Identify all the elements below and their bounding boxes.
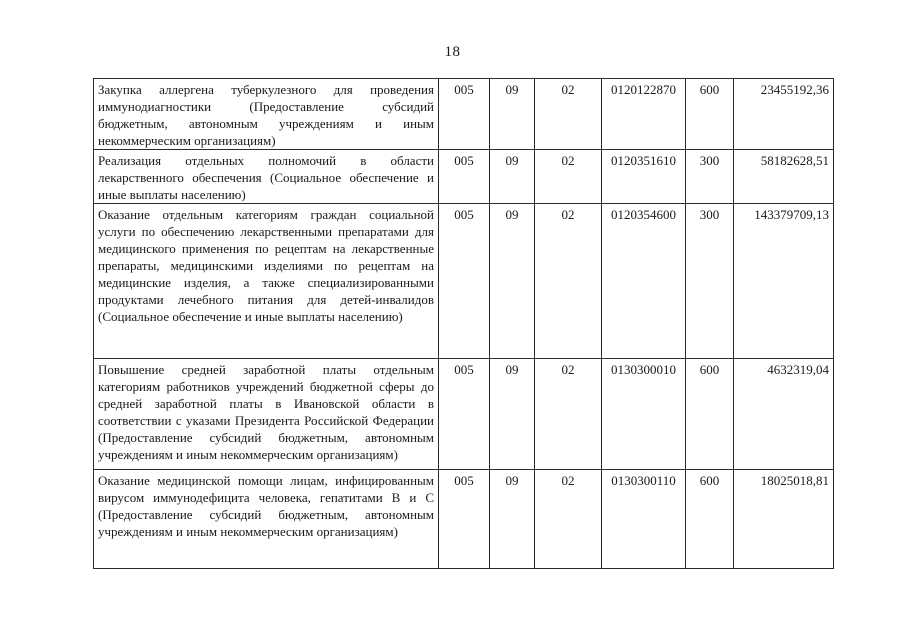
ministry-code-cell: 005 bbox=[439, 150, 490, 204]
expense-type-cell: 300 bbox=[686, 150, 734, 204]
table-row bbox=[94, 150, 834, 204]
expense-name-cell: Оказание медицинской помощи лицам, инфицированным вирусом иммунодефицита человека, гепатитами В и С (Предоставление субсидий бюджетным, автономным учреждениям и иным некоммерческим организациям) bbox=[94, 470, 439, 569]
subsection-code-cell: 02 bbox=[535, 359, 602, 470]
expense-name-cell: Повышение средней заработной платы отдельным категориям работников учреждений бюджетной сферы до средней заработной платы в Ивановской области в соответствии с указами Президента Российской Федерации (Предоставление субсидий бюджетным, автономным учреждениям и иным некоммерческим организациям) bbox=[94, 359, 439, 470]
page-number: 18 bbox=[444, 44, 461, 60]
expense-name-cell: Оказание отдельным категориям граждан социальной услуги по обеспечению лекарственными препаратами для медицинского применения по рецептам на лекарственные препараты, медицинскими изделиями по рецептам на медицинские изделия, а также специализированными продуктами лечебного питания для детей-инвалидов (Социальное обеспечение и иные выплаты населению) bbox=[94, 204, 439, 359]
amount-cell: 58182628,51 bbox=[734, 150, 834, 204]
expense-name-cell: Реализация отдельных полномочий в области лекарственного обеспечения (Социальное обеспечение и иные выплаты населению) bbox=[94, 150, 439, 204]
expense-type-cell: 600 bbox=[686, 359, 734, 470]
section-code-cell: 09 bbox=[490, 79, 535, 150]
subsection-code-cell: 02 bbox=[535, 204, 602, 359]
subsection-code-cell: 02 bbox=[535, 79, 602, 150]
table-row bbox=[94, 79, 834, 150]
target-article-cell: 0120351610 bbox=[602, 150, 686, 204]
ministry-code-cell: 005 bbox=[439, 359, 490, 470]
ministry-code-cell: 005 bbox=[439, 204, 490, 359]
expense-type-cell: 300 bbox=[686, 204, 734, 359]
amount-cell: 4632319,04 bbox=[734, 359, 834, 470]
expense-name-cell: Закупка аллергена туберкулезного для проведения иммунодиагностики (Предоставление субсидий бюджетным, автономным учреждениям и иным некоммерческим организациям) bbox=[94, 79, 439, 150]
budget-table bbox=[93, 78, 834, 569]
ministry-code-cell: 005 bbox=[439, 470, 490, 569]
section-code-cell: 09 bbox=[490, 204, 535, 359]
table-row bbox=[94, 204, 834, 359]
amount-cell: 143379709,13 bbox=[734, 204, 834, 359]
target-article-cell: 0120354600 bbox=[602, 204, 686, 359]
expense-type-cell: 600 bbox=[686, 470, 734, 569]
amount-cell: 23455192,36 bbox=[734, 79, 834, 150]
expense-type-cell: 600 bbox=[686, 79, 734, 150]
section-code-cell: 09 bbox=[490, 470, 535, 569]
ministry-code-cell: 005 bbox=[439, 79, 490, 150]
section-code-cell: 09 bbox=[490, 150, 535, 204]
target-article-cell: 0130300010 bbox=[602, 359, 686, 470]
table-row bbox=[94, 359, 834, 470]
subsection-code-cell: 02 bbox=[535, 470, 602, 569]
table-row bbox=[94, 470, 834, 569]
amount-cell: 18025018,81 bbox=[734, 470, 834, 569]
subsection-code-cell: 02 bbox=[535, 150, 602, 204]
target-article-cell: 0120122870 bbox=[602, 79, 686, 150]
target-article-cell: 0130300110 bbox=[602, 470, 686, 569]
section-code-cell: 09 bbox=[490, 359, 535, 470]
